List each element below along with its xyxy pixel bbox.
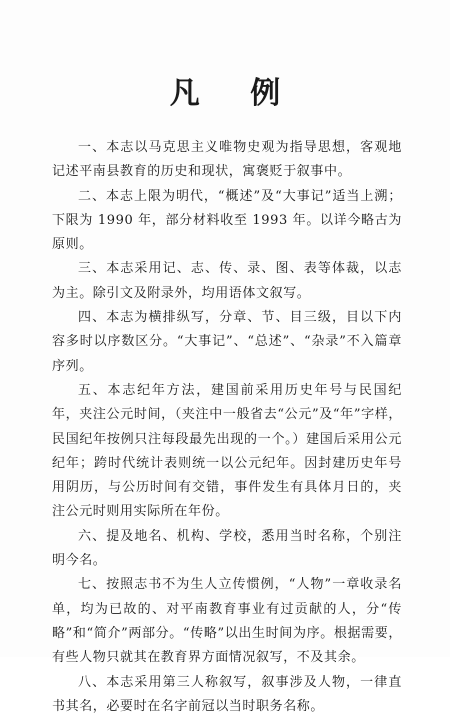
paragraph-1: 一、本志以马克思主义唯物史观为指导思想，客观地记述平南县教育的历史和现状，寓褒贬于叙事中。 (52, 140, 402, 180)
paragraph-2: 二、本志上限为明代，“概述”及“大事记”适当上溯；下限为 1990 年，部分材料收至 1993 年。以详今略古为原则。 (52, 188, 402, 253)
paragraph-5: 五、本志纪年方法，建国前采用历史年号与民国纪年，夹注公元时间，（夹注中一般省去“公元”及“年”字样，民国纪年按例只注每段最先出现的一个。）建国后采用公元纪年；跨时代统计表则统一以公元纪年。因封建历史年号用阴历，与公历时间有交错，事件发生有具体月日的，夹注公元时则用实际所在年份。 (52, 382, 402, 520)
paragraph-6: 六、提及地名、机构、学校，悉用当时名称，个别注明今名。 (52, 528, 402, 569)
paragraph-4: 四、本志为横排纵写，分章、节、目三级，目以下内容多时以序数区分。“大事记”、“总述”、“杂录”不入篇章序列。 (52, 310, 402, 374)
page-title: 凡 例 (169, 76, 301, 111)
paragraph-3: 三、本志采用记、志、传、录、图、表等体裁，以志为主。除引文及附录外，均用语体文叙写。 (52, 261, 402, 301)
paragraph-7: 七、按照志书不为生人立传惯例，“人物”一章收录名单，均为已故的、对平南教育事业有过贡献的人，分“传略”和“简介”两部分。“传略”以出生时间为序。根据需要，有些人物只就其在教育界方面情况叙写，不及其余。 (52, 577, 402, 666)
paragraph-8: 八、本志采用第三人称叙写，叙事涉及人物，一律直书其名，必要时在名字前冠以当时职务名称。 (52, 674, 402, 714)
body-text (52, 136, 402, 719)
